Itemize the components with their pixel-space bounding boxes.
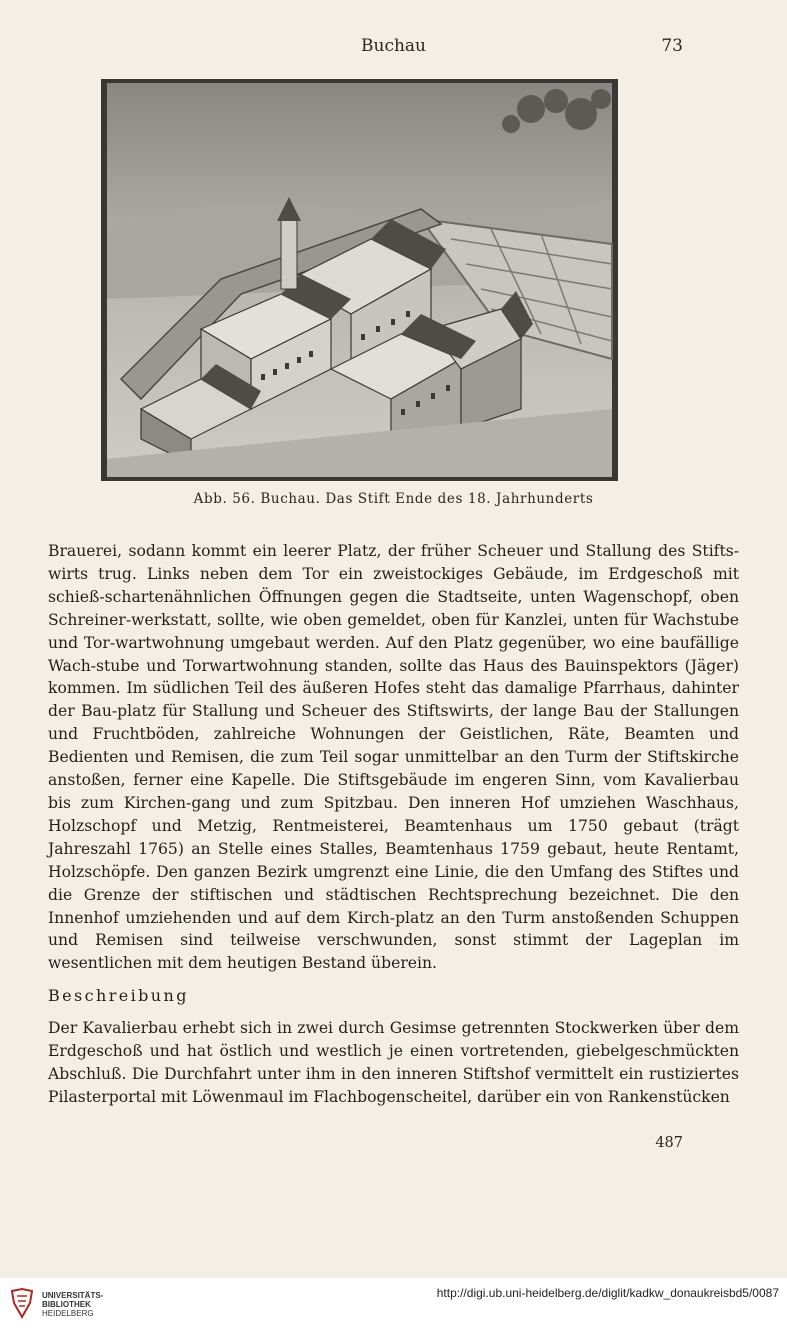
folio-number: 487	[655, 1135, 683, 1151]
library-logo[interactable]	[8, 1287, 103, 1321]
section-heading: Beschreibung	[48, 986, 189, 1005]
paragraph-1: Brauerei, sodann kommt ein leerer Platz, der früher Scheuer und Stallung des Stifts-wirts trug. Links neben dem Tor ein zweistockiges Gebäude, im Erdgeschoß mit schieß-schartenähnlichen Öffnungen gegen die Stadtseite, unten Wagenschopf, oben Schreiner-werkstatt, sollte, wie oben gemeldet, oben für Kanzlei, unten für Wachstube und Tor-wartwohnung umgebaut werden. Auf den Platz gegenüber, wo eine baufällige Wach-stube und Torwartwohnung standen, sollte das Haus des Bauinspektors (Jäger) kommen. Im südlichen Teil des äußeren Hofes steht das damalige Pfarrhaus, dahinter der Bau-platz für Stallung und Scheuer des Stiftswirts, der lange Bau der Stallungen und Fruchtböden, zahlreiche Wohnungen der Geistlichen, Räte, Beamten und Bedienten und Remisen, die zum Teil sogar unmittelbar an den Turm der Stiftskirche anstoßen, ferner eine Kapelle. Die Stiftsgebäude im engeren Sinn, vom Kavalierbau bis zum Kirchen-gang und zum Spitzbau. Den inneren Hof umziehen Waschhaus, Holzschopf und Metzig, Rentmeisterei, Beamtenhaus um 1750 gebaut (trägt Jahreszahl 1765) an Stelle eines Stalles, Beamtenhaus 1759 gebaut, heute Rentamt, Holzschöpfe. Den ganzen Bezirk umgrenzt eine Linie, die den Umfang des Stiftes und die Grenze der stiftischen und städtischen Rechtsprechung bezeichnet. Die den Innenhof umziehenden und auf dem Kirch-platz an den Turm anstoßenden Schuppen und Remisen sind teilweise verschwunden, sonst stimmt der Lageplan im wesentlichen mit dem heutigen Bestand überein.	[48, 542, 739, 973]
logo-line-2: BIBLIOTHEK	[42, 1299, 91, 1309]
paragraph-2: Der Kavalierbau erhebt sich in zwei durch Gesimse getrennten Stockwerken über dem Erdgeschoß und hat östlich und westlich je einen vortretenden, giebelgeschmückten Abschluß. Die Durchfahrt unter ihm in den inneren Stiftshof vermittelt ein rustiziertes Pilasterportal mit Löwenmaul im Flachbogenscheitel, darüber ein von Rankenstücken	[48, 1019, 739, 1106]
figure-engraving	[101, 79, 618, 481]
logo-line-1: UNIVERSITÄTS-	[42, 1290, 104, 1300]
source-url-link[interactable]: http://digi.ub.uni-heidelberg.de/diglit/kadkw_donaukreisbd5/0087	[436, 1286, 779, 1300]
logo-line-3: HEIDELBERG	[42, 1308, 94, 1318]
running-title: Buchau	[361, 36, 426, 56]
logo-text	[42, 1291, 103, 1318]
engraving-illustration	[101, 79, 618, 481]
figure-caption: Abb. 56. Buchau. Das Stift Ende des 18. Jahrhunderts	[193, 491, 594, 507]
seal-icon	[8, 1287, 36, 1321]
page-number: 73	[661, 36, 683, 56]
